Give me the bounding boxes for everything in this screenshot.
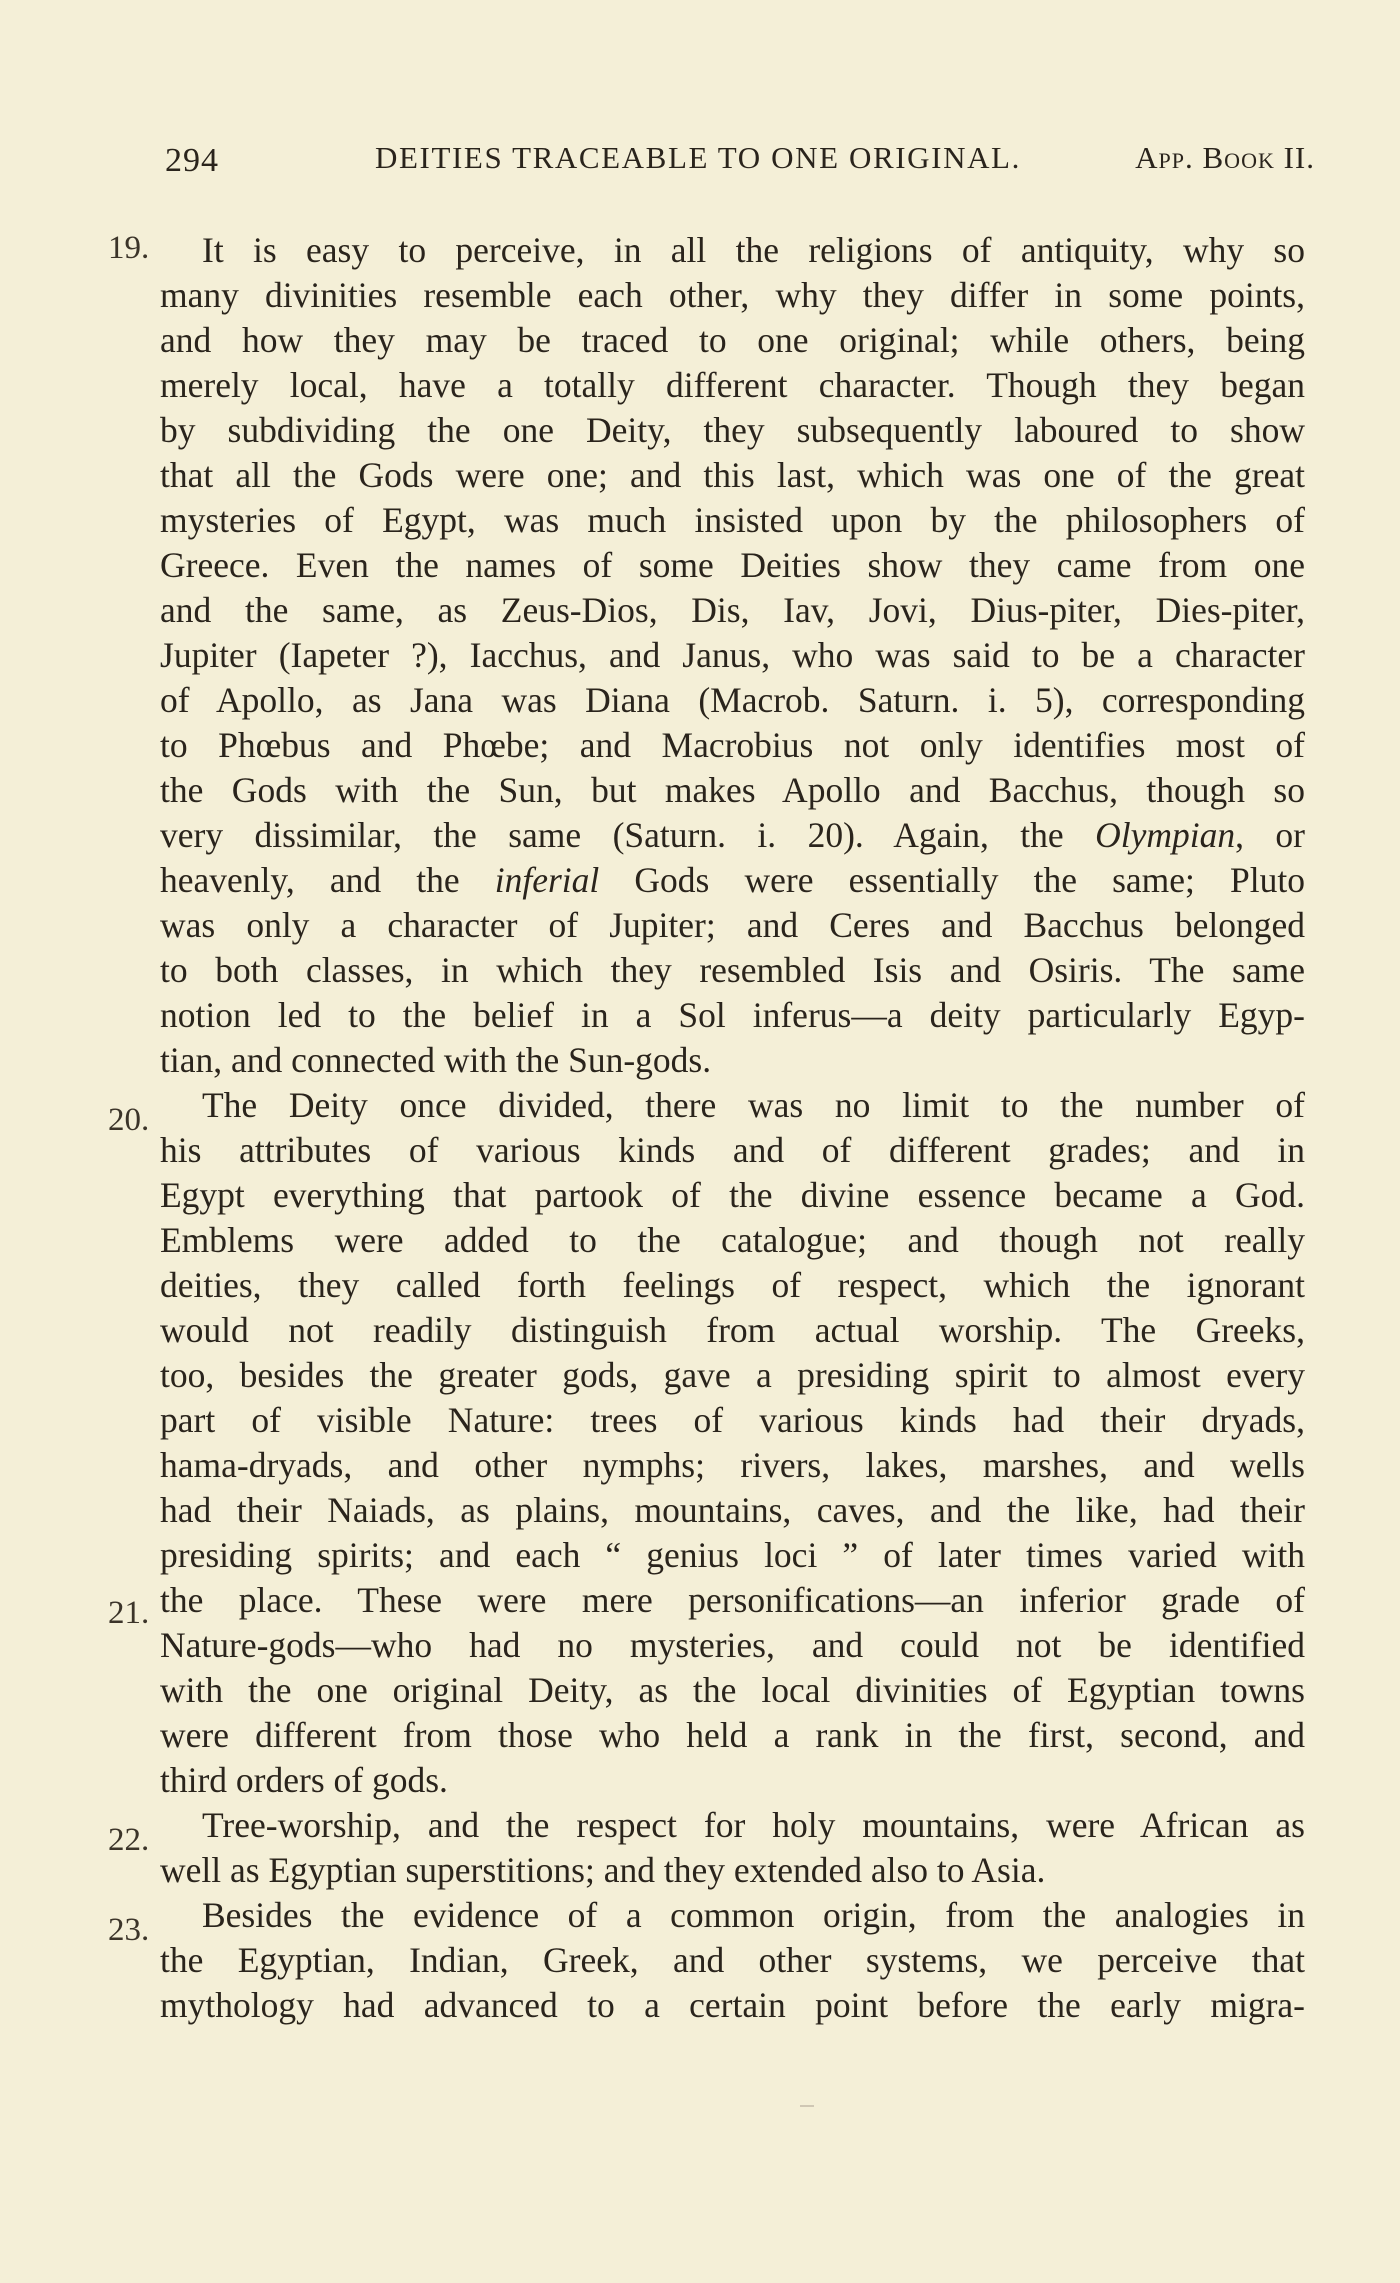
text-line: third orders of gods. [160, 1760, 448, 1800]
text-line: Emblems were added to the catalogue; and though not really [160, 1220, 1305, 1260]
page-number: 294 [165, 142, 219, 179]
text-line: notion led to the belief in a Sol inferus—a deity particularly Egyp- [160, 995, 1305, 1035]
text-line: too, besides the greater gods, gave a presiding spirit to almost every [160, 1355, 1305, 1395]
paragraph-number: 21. [108, 1595, 150, 1631]
text-line: his attributes of various kinds and of different grades; and in [160, 1130, 1305, 1170]
text-line: The Deity once divided, there was no limit to the number of [202, 1085, 1305, 1125]
ink-speck [800, 2105, 814, 2107]
text-line: hama-dryads, and other nymphs; rivers, lakes, marshes, and wells [160, 1445, 1305, 1485]
text-line: mysteries of Egypt, was much insisted upon by the philosophers of [160, 500, 1305, 540]
text-line: Jupiter (Iapeter ?), Iacchus, and Janus, who was said to be a character [160, 635, 1305, 675]
text-line: was only a character of Jupiter; and Ceres and Bacchus belonged [160, 905, 1305, 945]
paragraph-number: 19. [108, 230, 150, 266]
italic-word: Olympian [1095, 815, 1236, 855]
text-line: to Phœbus and Phœbe; and Macrobius not only identifies most of [160, 725, 1305, 765]
text-line: of Apollo, as Jana was Diana (Macrob. Saturn. i. 5), corresponding [160, 680, 1305, 720]
text-line: would not readily distinguish from actual worship. The Greeks, [160, 1310, 1305, 1350]
page-header [165, 138, 1315, 188]
text-line: had their Naiads, as plains, mountains, caves, and the like, had their [160, 1490, 1305, 1530]
text-line: very dissimilar, the same (Saturn. i. 20). Again, the Olympian, or [160, 815, 1305, 855]
text-line: Tree-worship, and the respect for holy mountains, were African as [202, 1805, 1305, 1845]
text-line: Nature-gods—who had no mysteries, and could not be identified [160, 1625, 1305, 1665]
text-line: mythology had advanced to a certain point before the early migra- [160, 1985, 1305, 2025]
text-line: many divinities resemble each other, why they differ in some points, [160, 275, 1305, 315]
italic-word: inferial [494, 860, 600, 900]
text-line: Greece. Even the names of some Deities show they came from one [160, 545, 1305, 585]
text-line: the Egyptian, Indian, Greek, and other systems, we perceive that [160, 1940, 1305, 1980]
text-line: the place. These were mere personifications—an inferior grade of [160, 1580, 1305, 1620]
text-line: merely local, have a totally different character. Though they began [160, 365, 1305, 405]
text-line: part of visible Nature: trees of various kinds had their dryads, [160, 1400, 1305, 1440]
text-line: by subdividing the one Deity, they subsequently laboured to show [160, 410, 1305, 450]
text-line: heavenly, and the inferial Gods were essentially the same; Pluto [160, 860, 1305, 900]
text-line: the Gods with the Sun, but makes Apollo and Bacchus, though so [160, 770, 1305, 810]
text-line: Besides the evidence of a common origin, from the analogies in [202, 1895, 1305, 1935]
text-line: and how they may be traced to one original; while others, being [160, 320, 1305, 360]
text-line: to both classes, in which they resembled Isis and Osiris. The same [160, 950, 1305, 990]
text-line: It is easy to perceive, in all the religions of antiquity, why so [202, 230, 1305, 270]
book-reference: App. Book II. [1135, 140, 1315, 175]
text-line: and the same, as Zeus-Dios, Dis, Iav, Jovi, Dius-piter, Dies-piter, [160, 590, 1305, 630]
text-line: tian, and connected with the Sun-gods. [160, 1040, 712, 1080]
paragraph-number: 22. [108, 1822, 150, 1858]
text-line: with the one original Deity, as the local divinities of Egyptian towns [160, 1670, 1305, 1710]
text-line: Egypt everything that partook of the divine essence became a God. [160, 1175, 1305, 1215]
paragraph-number: 20. [108, 1102, 150, 1138]
text-line: deities, they called forth feelings of respect, which the ignorant [160, 1265, 1305, 1305]
text-line: presiding spirits; and each “ genius loci ” of later times varied with [160, 1535, 1305, 1575]
text-line: were different from those who held a rank in the first, second, and [160, 1715, 1305, 1755]
running-title: DEITIES TRACEABLE TO ONE ORIGINAL. [375, 140, 1021, 175]
paragraph-number: 23. [108, 1912, 150, 1948]
text-line: well as Egyptian superstitions; and they extended also to Asia. [160, 1850, 1046, 1890]
text-line: that all the Gods were one; and this last, which was one of the great [160, 455, 1305, 495]
